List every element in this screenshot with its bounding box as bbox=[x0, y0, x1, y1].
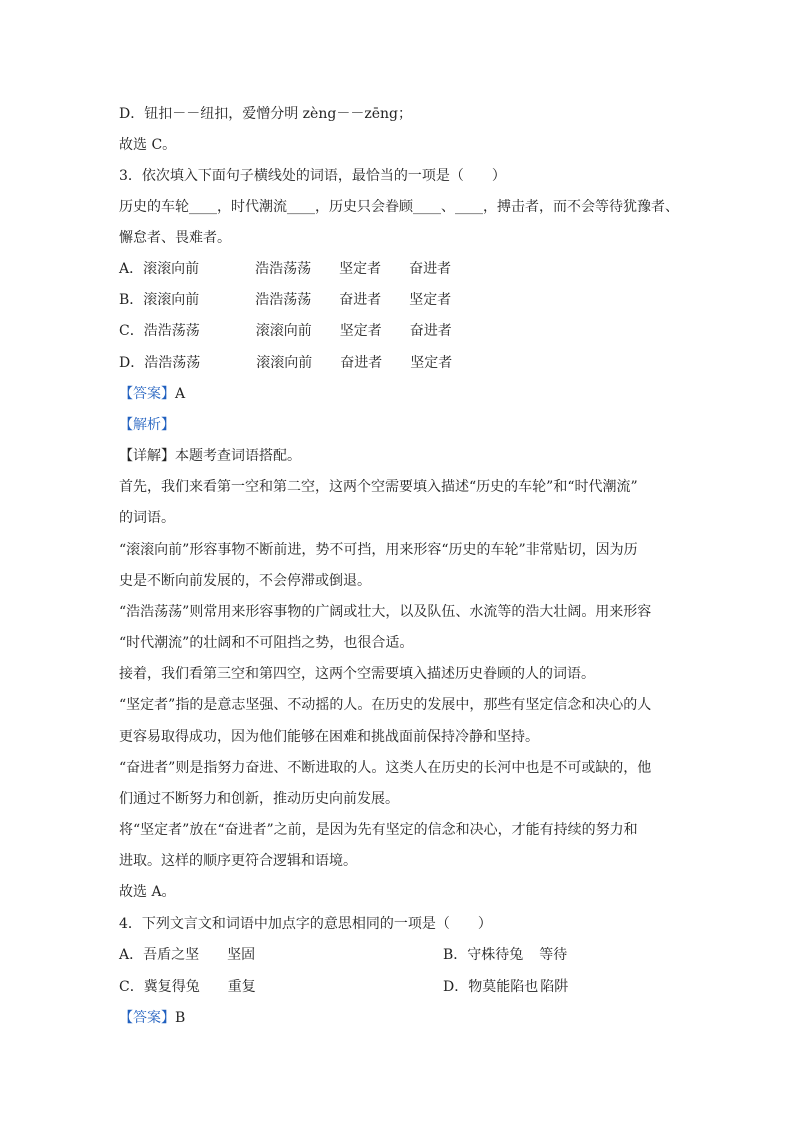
option-word: 奋进者 bbox=[409, 323, 452, 339]
option-word: 滚滚向前 bbox=[256, 355, 313, 371]
q4-option-c bbox=[119, 977, 256, 997]
q3-conclusion: 故选 A。 bbox=[119, 884, 176, 900]
option-word: 奋进者 bbox=[340, 355, 383, 371]
option-word: 坚定者 bbox=[410, 355, 453, 371]
q3-option-b bbox=[119, 290, 451, 310]
option-label: A． bbox=[119, 947, 144, 963]
option-word: 滚滚向前 bbox=[255, 323, 312, 339]
q3-option-c bbox=[119, 321, 452, 341]
option-label: D． bbox=[119, 355, 145, 371]
option-word: 浩浩荡荡 bbox=[255, 261, 312, 277]
q3-option-a bbox=[119, 259, 451, 279]
detail-paragraph-line: 更容易取得成功，因为他们能够在困难和挑战面前保持冷静和坚持。 bbox=[119, 729, 539, 745]
detail-paragraph-line: 进取。这样的顺序更符合逻辑和语境。 bbox=[119, 853, 357, 869]
detail-intro-text: 本题考查词语搭配。 bbox=[175, 448, 301, 464]
option-word: 陷阱 bbox=[540, 979, 569, 995]
detail-paragraph-line: 首先，我们来看第一空和第二空，这两个空需要填入描述“历史的车轮”和“时代潮流” bbox=[119, 479, 638, 495]
option-text: 吾盾之坚 bbox=[143, 947, 200, 963]
q4-option-d bbox=[443, 977, 568, 997]
option-label: B． bbox=[443, 947, 468, 963]
option-word: 奋进者 bbox=[409, 261, 452, 277]
detail-paragraph-line: “奋进者”则是指努力奋进、不断进取的人。这类人在历史的长河中也是不可或缺的，他 bbox=[119, 760, 652, 776]
analysis-tag: 【解析】 bbox=[119, 417, 175, 433]
q4-answer bbox=[119, 1008, 185, 1028]
answer-value: A bbox=[175, 386, 186, 402]
option-label: A． bbox=[119, 261, 144, 277]
detail-paragraph-line: “浩浩荡荡”则常用来形容事物的广阔或壮大，以及队伍、水流等的浩大壮阔。用来形容 bbox=[119, 604, 652, 620]
detail-paragraph-line: “滚滚向前”形容事物不断前进，势不可挡，用来形容“历史的车轮”非常贴切，因为历 bbox=[119, 542, 638, 558]
option-word: 奋进者 bbox=[339, 292, 382, 308]
option-word: 等待 bbox=[539, 947, 568, 963]
option-word: 坚定者 bbox=[339, 323, 382, 339]
option-text: 物莫能陷也 bbox=[468, 979, 539, 995]
q3-option-d bbox=[119, 353, 452, 373]
answer-tag: 【答案】 bbox=[119, 386, 175, 402]
q4-option-a bbox=[119, 945, 255, 965]
detail-paragraph-line: “时代潮流”的壮阔和不可阻挡之势，也很合适。 bbox=[119, 635, 414, 651]
option-word: 坚定者 bbox=[339, 261, 382, 277]
option-word: 坚固 bbox=[227, 947, 256, 963]
detail-paragraph-line: 们通过不断努力和创新，推动历史向前发展。 bbox=[119, 791, 399, 807]
option-label: D． bbox=[443, 979, 469, 995]
option-word: 滚滚向前 bbox=[143, 261, 200, 277]
option-label: C． bbox=[119, 323, 144, 339]
option-word: 重复 bbox=[227, 979, 256, 995]
detail-paragraph-line: “坚定者”指的是意志坚强、不动摇的人。在历史的发展中，那些有坚定信念和决心的人 bbox=[119, 697, 652, 713]
q3-detail-intro bbox=[119, 446, 301, 466]
q4-option-b bbox=[443, 945, 567, 965]
detail-paragraph-line: 接着，我们看第三空和第四空，这两个空需要填入描述历史眷顾的人的词语。 bbox=[119, 666, 595, 682]
detail-paragraph-line: 将“坚定者”放在“奋进者”之前，是因为先有坚定的信念和决心，才能有持续的努力和 bbox=[119, 822, 638, 838]
q3-analysis-tag bbox=[119, 415, 175, 435]
option-word: 坚定者 bbox=[409, 292, 452, 308]
detail-paragraph-line: 史是不断向前发展的，不会停滞或倒退。 bbox=[119, 573, 371, 589]
q3-answer bbox=[119, 384, 185, 404]
detail-paragraph-line: 的词语。 bbox=[119, 510, 175, 526]
answer-tag: 【答案】 bbox=[119, 1010, 175, 1026]
q2-conclusion: 故选 C。 bbox=[119, 137, 177, 153]
q3-sentence-line1: 历史的车轮____，时代潮流____，历史只会眷顾____、____，搏击者，而不会等待犹豫者、 bbox=[119, 199, 679, 215]
option-text: 冀复得兔 bbox=[143, 979, 200, 995]
option-text: 守株待兔 bbox=[467, 947, 524, 963]
option-word: 浩浩荡荡 bbox=[144, 355, 201, 371]
detail-tag: 【详解】 bbox=[119, 448, 175, 464]
q3-sentence-line2: 懈怠者、畏难者。 bbox=[119, 230, 231, 246]
option-word: 浩浩荡荡 bbox=[255, 292, 312, 308]
option-word: 浩浩荡荡 bbox=[143, 323, 200, 339]
option-label: C． bbox=[119, 979, 144, 995]
q2-option-d: D．钮扣－－纽扣，爱憎分明 zèng－－zēng； bbox=[119, 106, 412, 122]
q3-stem: 3．依次填入下面句子横线处的词语，最恰当的一项是（ ） bbox=[119, 168, 506, 184]
option-label: B． bbox=[119, 292, 144, 308]
option-word: 滚滚向前 bbox=[143, 292, 200, 308]
q4-stem: 4．下列文言文和词语中加点字的意思相同的一项是（ ） bbox=[119, 916, 492, 932]
answer-value: B bbox=[175, 1010, 186, 1026]
